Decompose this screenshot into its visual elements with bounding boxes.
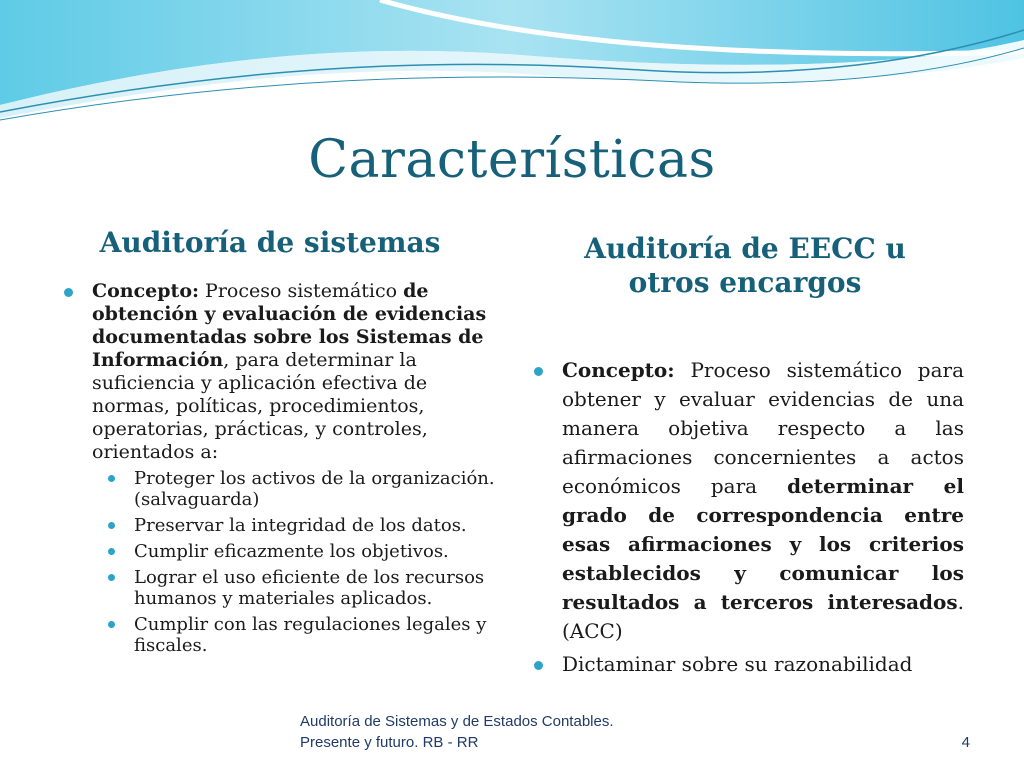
right-concept-label: Concepto:: [562, 358, 675, 382]
footer-line-2: Presente y futuro. RB - RR: [300, 734, 479, 751]
left-concept-bullet: [62, 280, 502, 464]
right-second-bullet: Dictaminar sobre su razonabilidad: [532, 650, 964, 679]
right-column-body: [532, 356, 964, 679]
list-item: Lograr el uso eficiente de los recursos humanos y materiales aplicados.: [102, 567, 502, 609]
left-concept-text-2: , para determinar la suficiencia y aplicación efectiva de normas, políticas, procedimientos, operatorias, prácticas, y controles, orientados a:: [92, 349, 428, 463]
right-concept-text-2: . (ACC): [562, 590, 964, 643]
list-item: Cumplir con las regulaciones legales y fiscales.: [102, 614, 502, 656]
right-concept-bullet: [532, 356, 964, 646]
left-concept-bold: de obtención y evaluación de evidencias documentadas sobre los Sistemas de Información: [92, 280, 487, 371]
right-column-heading: Auditoría de EECC u otros encargos: [584, 232, 906, 299]
left-column-body: [62, 280, 502, 661]
left-concept-text-1: Proceso sistemático: [199, 280, 404, 302]
header-wave-decoration: [0, 0, 1024, 130]
page-number: 4: [961, 734, 970, 751]
list-item: Proteger los activos de la organización. (salvaguarda): [102, 468, 502, 510]
left-column-heading: Auditoría de sistemas: [99, 226, 441, 259]
right-concept-text-1: Proceso sistemático para obtener y evaluar evidencias de una manera objetiva respecto a las afirmaciones concernientes a actos económicos para: [562, 358, 964, 498]
slide-title: Características: [308, 130, 716, 190]
list-item: Cumplir eficazmente los objetivos.: [102, 541, 502, 562]
left-concept-label: Concepto:: [92, 280, 200, 302]
right-concept-bold: determinar el grado de correspondencia entre esas afirmaciones y los criterios establecidos y comunicar los resultados a terceros interesados: [562, 474, 965, 614]
list-item: Preservar la integridad de los datos.: [102, 515, 502, 536]
slide-footer: [300, 711, 980, 753]
objectives-list: [62, 468, 502, 656]
footer-line-1: Auditoría de Sistemas y de Estados Contables.: [300, 713, 614, 730]
